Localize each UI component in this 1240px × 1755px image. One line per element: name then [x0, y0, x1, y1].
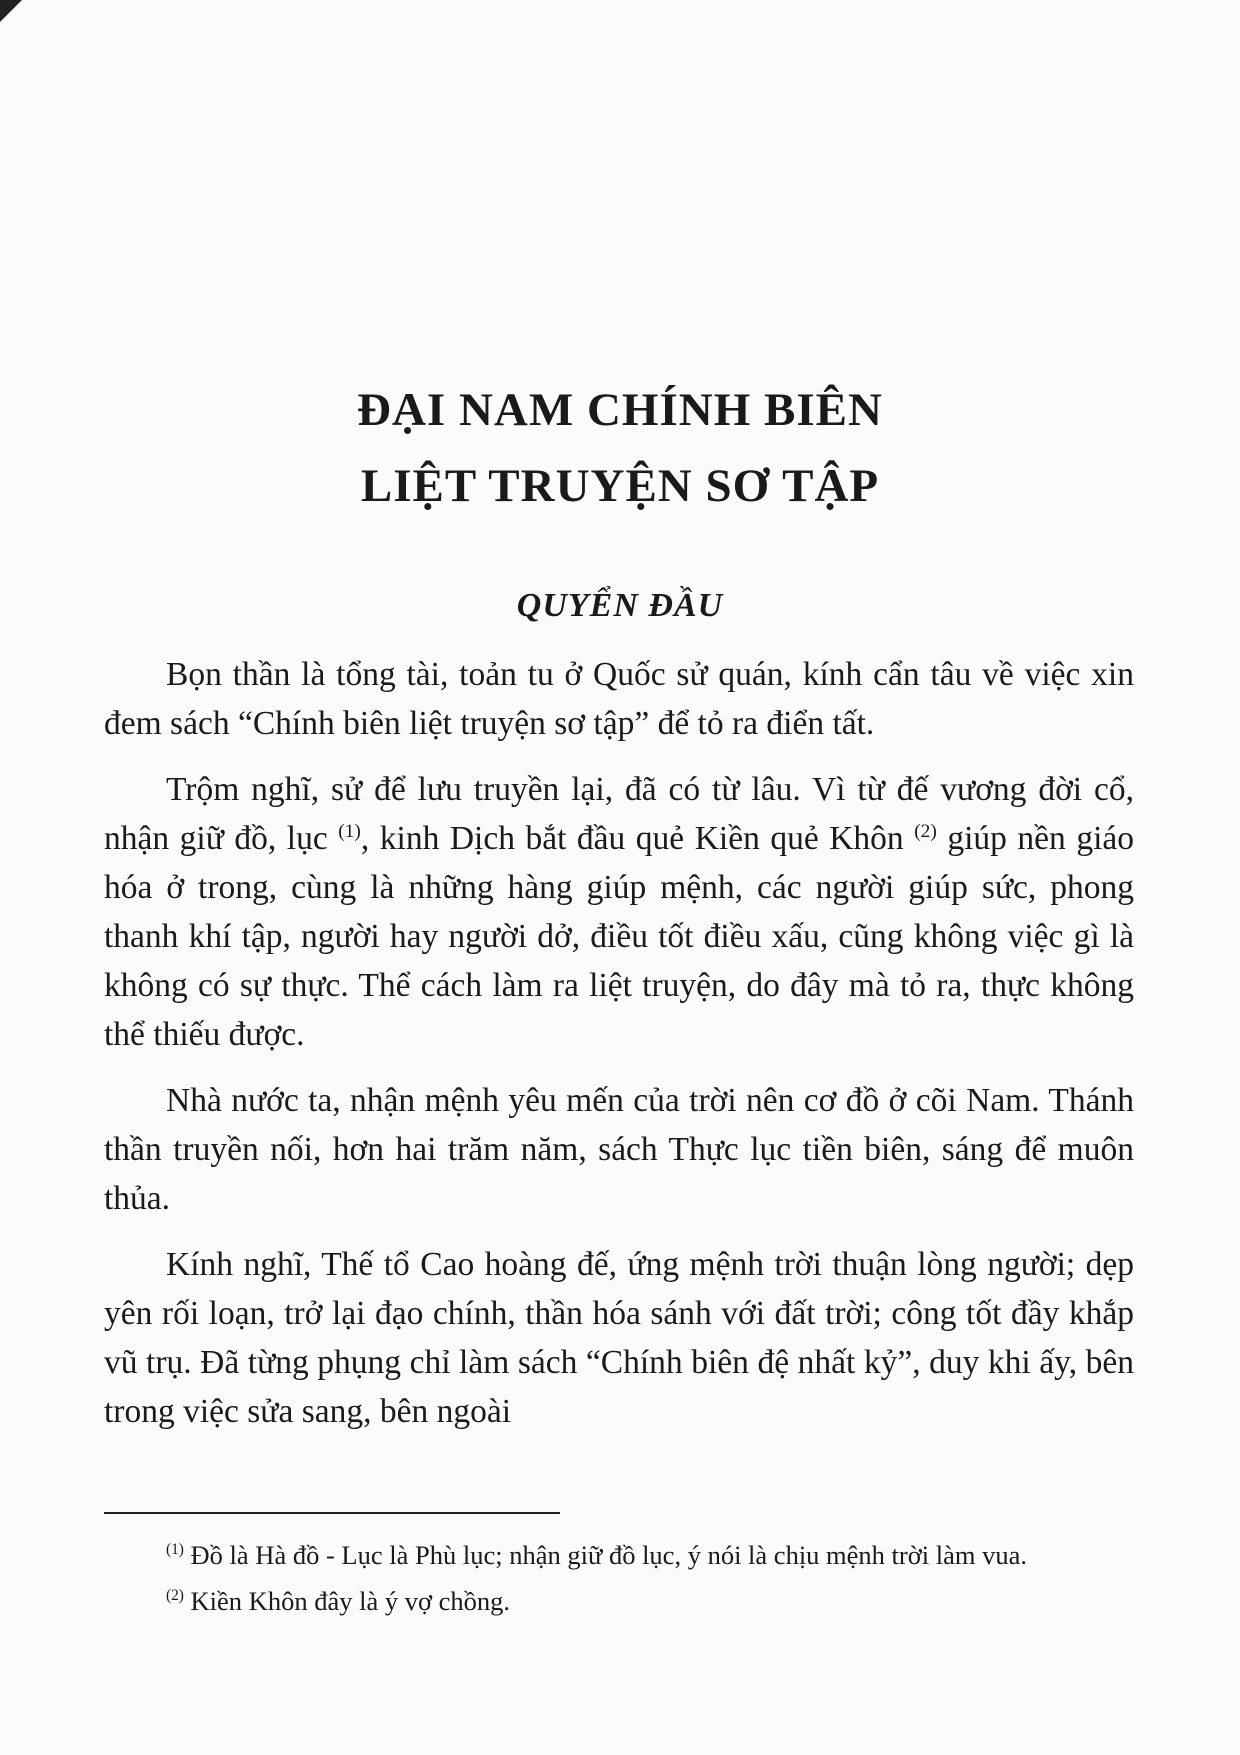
title-line-2: LIỆT TRUYỆN SƠ TẬP — [360, 460, 880, 512]
paragraph-2-part-2: , kinh Dịch bắt đầu quẻ Kiền quẻ Khôn — [360, 820, 915, 857]
footnote-ref-1: (1) — [338, 820, 361, 842]
paragraph-1: Bọn thần là tổng tài, toản tu ở Quốc sử quán, kính cẩn tâu về việc xin đem sách “Chính biên liệt truyện sơ tập” để tỏ ra điển tất. — [104, 656, 1134, 742]
footnote-1-mark: (1) — [166, 1541, 184, 1559]
footnote-2 — [104, 1581, 1134, 1621]
corner-mark — [0, 0, 22, 22]
paragraph-3: Nhà nước ta, nhận mệnh yêu mến của trời nên cơ đồ ở cõi Nam. Thánh thần truyền nối, hơn hai trăm năm, sách Thực lục tiền biên, sáng để muôn thủa. — [104, 1082, 1134, 1217]
footnotes — [104, 1535, 1134, 1627]
footnote-ref-2: (2) — [914, 820, 937, 842]
body-text — [104, 650, 1134, 1453]
footnote-divider — [104, 1512, 560, 1514]
paragraph-2-part-3: giúp nền giáo hóa ở trong, cùng là những hàng giúp mệnh, các người giúp sức, phong thanh khí tập, người hay người dở, điều tốt điều xấu, cũng không việc gì là không có sự thực. Thể cách làm ra liệt truyện, do đây mà tỏ ra, thực không thể thiếu được. — [104, 820, 1134, 1053]
paragraph-4: Kính nghĩ, Thế tổ Cao hoàng đế, ứng mệnh trời thuận lòng người; dẹp yên rối loạn, trở lại đạo chính, thần hóa sánh với đất trời; công tốt đầy khắp vũ trụ. Đã từng phụng chỉ làm sách “Chính biên đệ nhất kỷ”, duy khi ấy, bên trong việc sửa sang, bên ngoài — [104, 1246, 1134, 1430]
chapter-subtitle: QUYỂN ĐẦU — [516, 587, 724, 624]
footnote-1-text: Đồ là Hà đồ - Lục là Phù lục; nhận giữ đồ lục, ý nói là chịu mệnh trời làm vua. — [190, 1540, 1027, 1570]
paragraph-2-part-1: Trộm nghĩ, sử để lưu truyền lại, đã có từ lâu. Vì từ đế vương đời cổ, nhận giữ đồ, lục — [104, 771, 1134, 857]
title-line-1: ĐẠI NAM CHÍNH BIÊN — [357, 384, 883, 436]
footnote-2-text: Kiền Khôn đây là ý vợ chồng. — [190, 1586, 510, 1616]
footnote-1 — [104, 1535, 1134, 1575]
footnote-2-mark: (2) — [166, 1587, 184, 1605]
paragraph-2 — [104, 765, 1134, 1059]
